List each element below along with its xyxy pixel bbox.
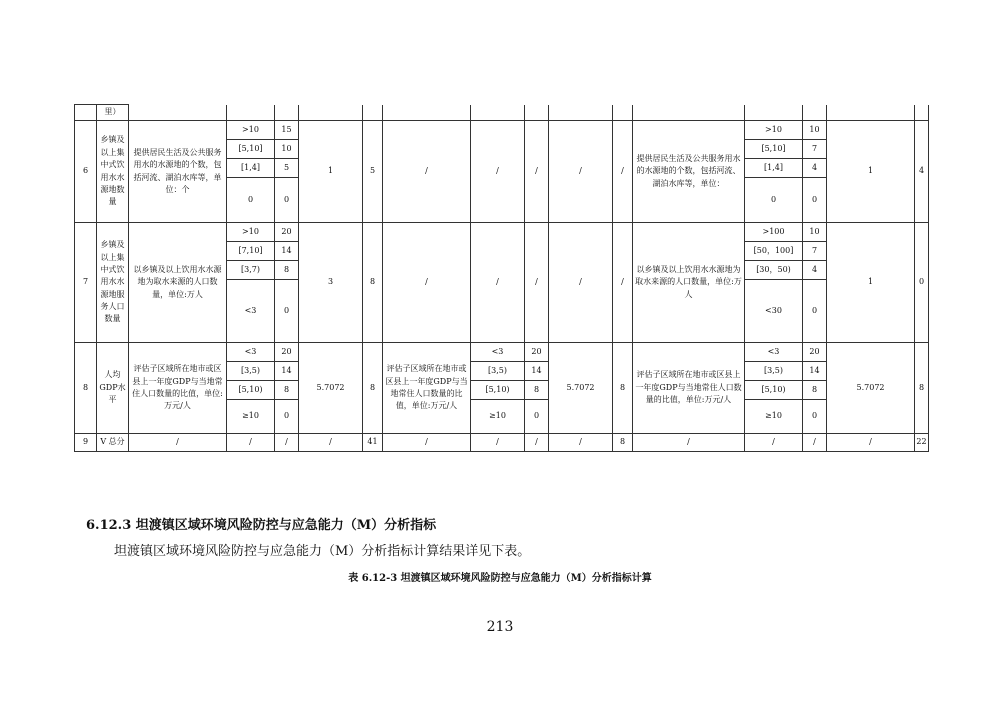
cell-empty: / (383, 434, 471, 452)
cell-value: 3 (299, 223, 363, 343)
cell-points: 0 (275, 400, 299, 434)
cell-empty: / (549, 434, 613, 452)
cell-empty: / (549, 121, 613, 223)
cell-score: 8 (915, 343, 929, 434)
cell-total-score: 41 (363, 434, 383, 452)
table-row-total (75, 434, 929, 452)
cell-name: 人均GDP水平 (97, 343, 129, 434)
table-row (75, 343, 929, 362)
cell-points: 20 (525, 343, 549, 362)
cell-range: [3,5) (227, 362, 275, 381)
page-number: 213 (486, 619, 514, 635)
cell-points: 0 (803, 280, 827, 343)
cell-range: [5,10) (471, 381, 525, 400)
cell-points: 4 (803, 159, 827, 178)
cell-range: >10 (227, 121, 275, 140)
cell-score: 0 (915, 223, 929, 343)
table-caption: 表 6.12-3 坦渡镇区域环境风险防控与应急能力（M）分析指标计算 (348, 573, 652, 584)
cell-range: >10 (745, 121, 803, 140)
cell-points: 8 (275, 261, 299, 280)
cell-empty: / (383, 223, 471, 343)
cell-points: 14 (275, 242, 299, 261)
cell-points: 10 (803, 223, 827, 242)
cell-range: >100 (745, 223, 803, 242)
cell-description: 评估子区域所在地市或区县上一年度GDP与当地常住人口数量的比值，单位:万元/人 (633, 343, 745, 434)
cell-range: [5,10] (745, 140, 803, 159)
cell-value: 5.7072 (827, 343, 915, 434)
cell-empty: / (227, 434, 275, 452)
cell-range: [3,7) (227, 261, 275, 280)
cell-range: [1,4] (745, 159, 803, 178)
cell-empty: / (525, 223, 549, 343)
cell-range: 0 (227, 178, 275, 223)
cell-value: 5.7072 (549, 343, 613, 434)
cell-value: 1 (827, 121, 915, 223)
cell-value: 1 (299, 121, 363, 223)
cell-empty: / (299, 434, 363, 452)
cell-range: [5,10) (745, 381, 803, 400)
cell-index: 8 (75, 343, 97, 434)
cell-points: 8 (275, 381, 299, 400)
cell-name: 乡镇及以上集中式饮用水水源地数量 (97, 121, 129, 223)
cell-range: <30 (745, 280, 803, 343)
indicator-table (74, 104, 929, 452)
cell-points: 0 (275, 178, 299, 223)
body-paragraph: 坦渡镇区域环境风险防控与应急能力（M）分析指标计算结果详见下表。 (114, 544, 531, 559)
cell-range: [5,10] (227, 140, 275, 159)
cell-points: 7 (803, 242, 827, 261)
cell-score: 5 (363, 121, 383, 223)
cell-points: 0 (275, 280, 299, 343)
cell-points: 0 (803, 178, 827, 223)
cell-value: 1 (827, 223, 915, 343)
cell-range: [5,10) (227, 381, 275, 400)
cell-points: 10 (803, 121, 827, 140)
cell-empty: / (471, 223, 525, 343)
cell-empty: / (275, 434, 299, 452)
cell-points: 7 (803, 140, 827, 159)
cell-score: 4 (915, 121, 929, 223)
cell-range: <3 (227, 343, 275, 362)
cell-range: [3,5) (471, 362, 525, 381)
cell-points: 0 (525, 400, 549, 434)
cell-range: [3,5) (745, 362, 803, 381)
cell-description: 以乡镇及以上饮用水水源地为取水来源的人口数量，单位:万人 (633, 223, 745, 343)
cell-points: 20 (275, 223, 299, 242)
cell-range: ≥10 (745, 400, 803, 434)
cell-empty: / (129, 434, 227, 452)
cell-range: <3 (745, 343, 803, 362)
cell-points: 10 (275, 140, 299, 159)
cell-range: [1,4] (227, 159, 275, 178)
cell-total-score: 22 (915, 434, 929, 452)
cell-index: 7 (75, 223, 97, 343)
cell-points: 20 (803, 343, 827, 362)
cell-range: [30，50) (745, 261, 803, 280)
table-row (75, 121, 929, 140)
cell-score: 8 (363, 343, 383, 434)
cell-description: 以乡镇及以上饮用水水源地为取水来源的人口数量，单位:万人 (129, 223, 227, 343)
cell-empty: / (549, 223, 613, 343)
cell-empty: / (383, 121, 471, 223)
cell-range: ≥10 (471, 400, 525, 434)
cell-empty: / (613, 223, 633, 343)
cell-range: <3 (471, 343, 525, 362)
cell-empty: / (525, 434, 549, 452)
cell-range: [50，100] (745, 242, 803, 261)
cell-empty: / (525, 121, 549, 223)
cell-name: 里） (97, 105, 129, 121)
cell-points: 8 (525, 381, 549, 400)
cell-empty: / (613, 121, 633, 223)
cell-points: 20 (275, 343, 299, 362)
cell-empty: / (803, 434, 827, 452)
table-row (75, 223, 929, 242)
cell-empty: / (827, 434, 915, 452)
cell-description: 评估子区域所在地市或区县上一年度GDP与当地常住人口数量的比值，单位:万元/人 (129, 343, 227, 434)
cell-score: 8 (363, 223, 383, 343)
cell-description: 评估子区域所在地市或区县上一年度GDP与当地常住人口数量的比值，单位:万元/人 (383, 343, 471, 434)
cell-index: 9 (75, 434, 97, 452)
cell-points: 4 (803, 261, 827, 280)
cell-name: V 总分 (97, 434, 129, 452)
cell-points: 14 (275, 362, 299, 381)
cell-name: 乡镇及以上集中式饮用水水源地服务人口数量 (97, 223, 129, 343)
cell-range: <3 (227, 280, 275, 343)
cell-range: [7,10] (227, 242, 275, 261)
cell-points: 14 (525, 362, 549, 381)
cell-points: 14 (803, 362, 827, 381)
cell-total-score: 8 (613, 434, 633, 452)
cell-empty: / (633, 434, 745, 452)
cell-range: 0 (745, 178, 803, 223)
cell-points: 0 (803, 400, 827, 434)
cell-empty: / (471, 434, 525, 452)
cell-description: 提供居民生活及公共服务用水的水源地的个数，包括河流、湖泊水库等，单位：个 (129, 121, 227, 223)
cell-range: ≥10 (227, 400, 275, 434)
cell-points: 5 (275, 159, 299, 178)
cell-score: 8 (613, 343, 633, 434)
cell-index: 6 (75, 121, 97, 223)
cell-points: 15 (275, 121, 299, 140)
cell-points: 8 (803, 381, 827, 400)
section-heading: 6.12.3 坦渡镇区域环境风险防控与应急能力（M）分析指标 (86, 518, 437, 533)
cell-empty: / (471, 121, 525, 223)
table-row-continued (75, 105, 929, 121)
cell-empty: / (745, 434, 803, 452)
cell-value: 5.7072 (299, 343, 363, 434)
cell-range: >10 (227, 223, 275, 242)
cell-description: 提供居民生活及公共服务用水的水源地的个数，包括河流、湖泊水库等，单位： (633, 121, 745, 223)
